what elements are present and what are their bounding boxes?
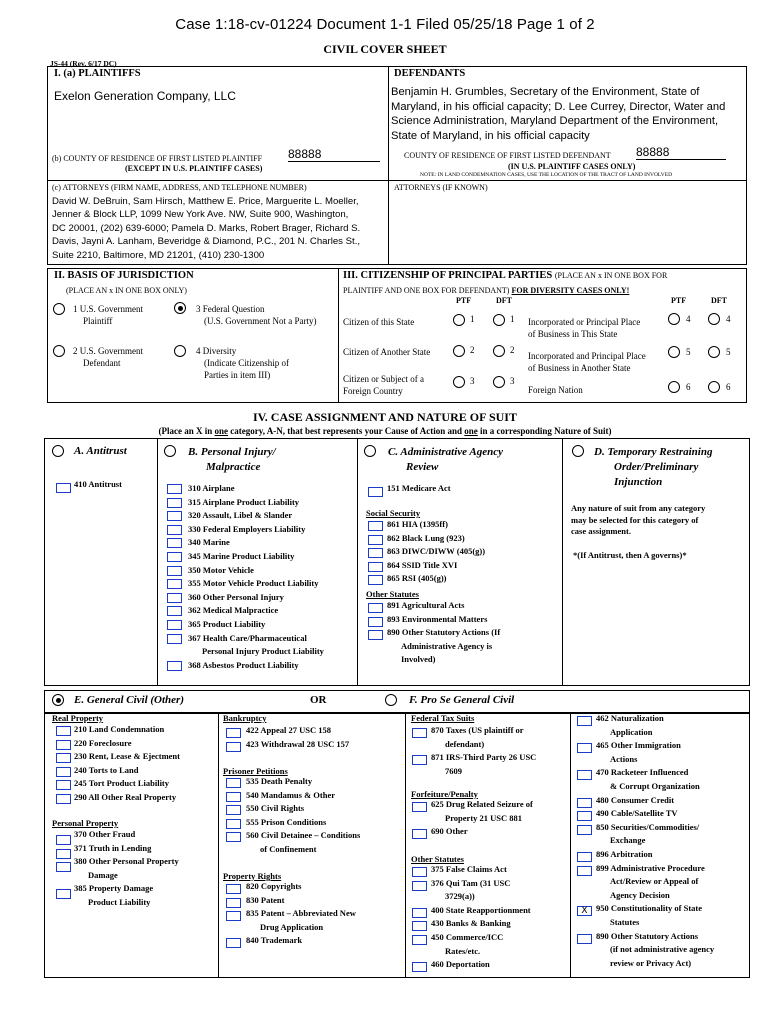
list-item: of Confinement [260, 843, 317, 854]
list-item: 890 Other Statutory Actions (If [387, 627, 501, 638]
checkbox-370[interactable] [56, 835, 71, 845]
list-item: 330 Federal Employers Liability [188, 523, 306, 534]
checkbox-400[interactable] [412, 908, 427, 918]
checkbox-355[interactable] [167, 579, 182, 589]
list-item: & Corrupt Organization [610, 780, 700, 791]
num-dft-2: 2 [510, 345, 515, 355]
list-item: 450 Commerce/ICC [431, 931, 504, 942]
foreign-nation: Foreign Nation [528, 385, 583, 395]
checkbox-310[interactable] [167, 484, 182, 494]
radio-us-gov-plaintiff[interactable] [53, 303, 65, 315]
checkbox-230[interactable] [56, 753, 71, 763]
list-item: 422 Appeal 27 USC 158 [246, 725, 332, 735]
checkbox-893[interactable] [368, 617, 383, 627]
ptf-header: PTF [456, 296, 472, 305]
list-item: 245 Tort Product Liability [74, 778, 170, 789]
category-c-label: C. Administrative Agency Review [388, 446, 503, 473]
checkbox-871[interactable] [412, 755, 427, 765]
checkbox-450[interactable] [412, 935, 427, 945]
ptf-header-2: PTF [671, 296, 687, 305]
jurisdiction-title: II. BASIS OF JURISDICTION [54, 270, 194, 281]
social-security-heading: Social Security [366, 508, 421, 518]
checkbox-870[interactable] [412, 728, 427, 738]
other-statutes-heading-c: Other Statutes [366, 589, 419, 599]
citizen-this-state: Citizen of this State [343, 317, 415, 327]
checkbox-362[interactable] [167, 606, 182, 616]
category-d-label: D. Temporary Restraining Order/Preliminary Injunction [594, 446, 713, 488]
list-item: 355 Motor Vehicle Product Liability [188, 578, 319, 589]
list-item: 290 All Other Real Property [74, 791, 177, 802]
ft-items [431, 724, 536, 778]
case-assignment-sub: (Place an X in one category, A-N, that best represents your Cause of Action and one in a corresponding Nature of Suit) [158, 426, 612, 436]
citizenship-title: III. CITIZENSHIP OF PRINCIPAL PARTIES (PLACE AN x IN ONE BOX FOR [343, 270, 668, 281]
list-item: 400 State Reapportionment [431, 904, 531, 915]
list-item: Actions [610, 753, 638, 764]
checkbox-863[interactable] [368, 548, 383, 558]
list-item: 220 Foreclosure [74, 737, 132, 748]
radio-us-gov-defendant[interactable] [53, 345, 65, 357]
checkbox-320[interactable] [167, 511, 182, 521]
def-attorneys-label: ATTORNEYS (IF KNOWN) [394, 183, 488, 192]
num-ptf-4: 4 [686, 314, 691, 324]
list-item: 540 Mandamus & Other [246, 789, 336, 800]
item-410: 410 Antitrust [74, 479, 122, 489]
list-item: 863 DIWC/DIWW (405(g)) [387, 546, 486, 557]
checkbox-220[interactable] [56, 740, 71, 750]
checkbox-625[interactable] [412, 802, 427, 812]
checkbox-375[interactable] [412, 867, 427, 877]
list-item: 560 Civil Detainee – Conditions [246, 830, 361, 841]
num-ptf-6: 6 [686, 382, 691, 392]
checkbox-899[interactable] [577, 866, 592, 876]
num-ptf-5: 5 [686, 347, 691, 357]
list-item: 550 Civil Rights [246, 803, 305, 814]
checkbox-345[interactable] [167, 552, 182, 562]
list-item: 690 Other [431, 826, 468, 837]
prop-items [246, 880, 356, 948]
checkbox-490[interactable] [577, 811, 592, 821]
checkbox-380[interactable] [56, 862, 71, 872]
opt-us-gov-defendant: 2 U.S. Government Defendant [73, 346, 143, 368]
checkbox-550[interactable] [226, 805, 241, 815]
re-items [74, 723, 180, 805]
citizen-foreign: Citizen or Subject of a Foreign Country [343, 374, 424, 396]
checkbox-470[interactable] [577, 770, 592, 780]
list-item: 865 RSI (405(g)) [387, 573, 447, 584]
list-item: 830 Patent [246, 894, 285, 905]
list-item: 862 Black Lung (923) [387, 532, 465, 543]
radio-category-c[interactable] [364, 445, 376, 457]
form-id: JS-44 (Rev. 6/17 DC) [50, 59, 117, 68]
checkbox-535[interactable] [226, 778, 241, 788]
defendant-county-label: COUNTY OF RESIDENCE OF FIRST LISTED DEFENDANT [404, 151, 611, 160]
list-item: 3729(a)) [445, 891, 475, 902]
case-header: Case 1:18-cv-01224 Document 1-1 Filed 05/25/18 Page 1 of 2 [175, 16, 595, 33]
checkbox-462[interactable] [577, 716, 592, 726]
list-item: Involved) [401, 654, 436, 665]
checkbox-423[interactable] [226, 742, 241, 752]
ost-items [431, 863, 531, 972]
other-statutes-heading-f: Other Statutes [411, 854, 464, 864]
checkbox-690[interactable] [412, 829, 427, 839]
checkbox-896[interactable] [577, 852, 592, 862]
land-note: NOTE: IN LAND CONDEMNATION CASES, USE THE LOCATION OF THE TRACT OF LAND INVOLVED [420, 172, 673, 178]
plaintiff-county-value: 88888 [288, 147, 380, 162]
property-rights-heading: Property Rights [223, 871, 282, 881]
checkbox-890[interactable] [368, 630, 383, 640]
personal-property-heading: Personal Property [52, 818, 119, 828]
list-item: Product Liability [88, 896, 151, 907]
list-item: 350 Motor Vehicle [188, 564, 254, 575]
checkbox-840[interactable] [226, 938, 241, 948]
list-item: 850 Securities/Commodities/ [596, 821, 700, 832]
c-ss-items [387, 518, 485, 586]
checkbox-865[interactable] [368, 575, 383, 585]
plaintiff-county-label: (b) COUNTY OF RESIDENCE OF FIRST LISTED PLAINTIFF [52, 154, 263, 163]
checkbox-151[interactable] [368, 487, 383, 497]
list-item: 896 Arbitration [596, 848, 653, 859]
radio-ptf-2[interactable] [453, 345, 465, 357]
checkbox-891[interactable] [368, 603, 383, 613]
list-item: 460 Deportation [431, 959, 490, 970]
list-item: 365 Product Liability [188, 618, 266, 629]
jurisdiction-sub: (PLACE AN x IN ONE BOX ONLY) [66, 286, 187, 295]
num-dft-6: 6 [726, 382, 731, 392]
category-d-note: Any nature of suit from any category may be selected for this category of case assignment. *(If Antitrust, then A governs)* [571, 503, 706, 560]
list-item: 371 Truth in Lending [74, 842, 152, 853]
list-item: 820 Copyrights [246, 881, 302, 891]
list-item: 870 Taxes (US plaintiff or [431, 725, 524, 735]
list-item: 376 Qui Tam (31 USC [431, 877, 511, 888]
radio-federal-question[interactable] [174, 302, 186, 314]
radio-category-d[interactable] [572, 445, 584, 457]
radio-ptf-5[interactable] [668, 346, 680, 358]
pp-items [74, 828, 179, 910]
checkbox-864[interactable] [368, 562, 383, 572]
checkbox-290[interactable] [56, 794, 71, 804]
checkbox-350[interactable] [167, 566, 182, 576]
incorporated-this-state: Incorporated or Principal Place of Business in This State [528, 317, 641, 339]
case-assignment-title: IV. CASE ASSIGNMENT AND NATURE OF SUIT [253, 410, 517, 424]
bk-items [246, 724, 349, 751]
category-b-label: B. Personal Injury/ Malpractice [188, 446, 276, 473]
list-item: 625 Drug Related Seizure of [431, 799, 533, 809]
list-item: 362 Medical Malpractice [188, 605, 279, 616]
list-item: Personal Injury Product Liability [202, 646, 324, 657]
attorneys-block: David W. DeBruin, Sam Hirsch, Matthew E. Price, Marguerite L. Moeller, Jenner & Block LLP, 1099 New York Ave. NW, Suite 900, Washington, DC 20001, (202) 639-6000; Pamela D. Marks, Robert Brager, Richard S. Davis, Jayni A. Lanham, Beveridge & Diamond, P.C., 201 N. Charles St., Suite 2210, Baltimore, MD 21201, (410) 230-1300 [52, 196, 361, 261]
list-item: 423 Withdrawal 28 USC 157 [246, 738, 350, 749]
checkbox-861[interactable] [368, 521, 383, 531]
list-item: 890 Other Statutory Actions [596, 930, 699, 941]
num-ptf-1: 1 [470, 314, 475, 324]
list-item: 240 Torts to Land [74, 764, 139, 775]
num-ptf-3: 3 [470, 376, 475, 386]
list-item: 465 Other Immigration [596, 740, 681, 751]
list-item: Rates/etc. [445, 945, 481, 956]
real-property-heading: Real Property [52, 713, 104, 723]
radio-dft-4[interactable] [708, 313, 720, 325]
list-item: 315 Airplane Product Liability [188, 496, 300, 507]
list-item: Act/Review or Appeal of [610, 876, 699, 887]
checkbox-422[interactable] [226, 728, 241, 738]
incorporated-another-state: Incorporated and Principal Place of Business in Another State [528, 351, 646, 373]
list-item: 385 Property Damage [74, 883, 154, 894]
citizenship-sub: PLAINTIFF AND ONE BOX FOR DEFENDANT) FOR DIVERSITY CASES ONLY! [343, 286, 630, 295]
checkbox-560[interactable] [226, 832, 241, 842]
checkbox-330[interactable] [167, 525, 182, 535]
plaintiff-county-note: (EXCEPT IN U.S. PLAINTIFF CASES) [125, 164, 263, 173]
defendant-name: Benjamin H. Grumbles, Secretary of the Environment, State of Maryland, in his official capacity; D. Lee Currey, Director, Water and Science Administration, Maryland Department of the Environment, State of Maryland, in his official capacity [391, 86, 726, 142]
list-item: (if not administrative agency [610, 944, 715, 955]
list-item: Property 21 USC 881 [445, 812, 523, 823]
list-item: 430 Banks & Banking [431, 918, 511, 929]
list-item: Damage [88, 869, 118, 880]
checkbox-830[interactable] [226, 898, 241, 908]
ff-items [431, 798, 533, 839]
defendants-label: DEFENDANTS [394, 68, 466, 79]
list-item: Statutes [610, 916, 640, 927]
list-item: defendant) [445, 738, 485, 749]
num-dft-3: 3 [510, 376, 515, 386]
bankruptcy-heading: Bankruptcy [223, 713, 267, 723]
checkbox-376[interactable] [412, 881, 427, 891]
radio-dft-5[interactable] [708, 346, 720, 358]
checkbox-465[interactable] [577, 743, 592, 753]
opt-us-gov-plaintiff: 1 U.S. Government Plaintiff [73, 304, 143, 326]
checkbox-245[interactable] [56, 780, 71, 790]
dft-header: DFT [496, 296, 512, 305]
radio-diversity[interactable] [174, 345, 186, 357]
category-e-label: E. General Civil (Other) [74, 694, 184, 706]
checkbox-950[interactable]: X [577, 906, 592, 916]
opt-diversity: 4 Diversity (Indicate Citizenship of Parties in item III) [196, 346, 289, 380]
defendant-county-value: 88888 [636, 145, 726, 160]
list-item: 345 Marine Product Liability [188, 550, 295, 561]
list-item: 950 Constitutionality of State [596, 903, 703, 914]
radio-dft-6[interactable] [708, 381, 720, 393]
citizen-another-state: Citizen of Another State [343, 347, 431, 357]
list-item: 360 Other Personal Injury [188, 591, 284, 602]
list-item: 340 Marine [188, 537, 230, 548]
checkbox-820[interactable] [226, 884, 241, 894]
list-item: 871 IRS-Third Party 26 USC [431, 752, 537, 763]
list-item: 210 Land Condemnation [74, 724, 165, 734]
num-dft-5: 5 [726, 347, 731, 357]
checkbox-315[interactable] [167, 498, 182, 508]
g-items [596, 712, 714, 970]
radio-ptf-3[interactable] [453, 376, 465, 388]
radio-dft-3[interactable] [493, 376, 505, 388]
checkbox-385[interactable] [56, 889, 71, 899]
b-items [188, 482, 324, 672]
or-label: OR [310, 694, 327, 706]
list-item: 899 Administrative Procedure [596, 862, 705, 873]
checkbox-540[interactable] [226, 792, 241, 802]
checkbox-368[interactable] [167, 661, 182, 671]
defendant-county-note: (IN U.S. PLAINTIFF CASES ONLY) [508, 162, 636, 171]
radio-ptf-6[interactable] [668, 381, 680, 393]
checkbox-430[interactable] [412, 921, 427, 931]
list-item: Application [610, 726, 653, 737]
form-title: CIVIL COVER SHEET [323, 42, 447, 56]
list-item: 891 Agricultural Acts [387, 600, 465, 610]
list-item: Administrative Agency is [401, 640, 493, 651]
list-item: 864 SSID Title XVI [387, 559, 458, 570]
opt-federal-question: 3 Federal Question (U.S. Government Not a Party) [196, 304, 317, 326]
list-item: 368 Asbestos Product Liability [188, 659, 299, 670]
list-item: 480 Consumer Credit [596, 794, 675, 805]
plaintiff-name: Exelon Generation Company, LLC [54, 89, 236, 103]
checkbox-340[interactable] [167, 538, 182, 548]
list-item: 320 Assault, Libel & Slander [188, 510, 293, 521]
checkbox-360[interactable] [167, 593, 182, 603]
list-item: review or Privacy Act) [610, 957, 692, 968]
list-item: 555 Prison Conditions [246, 816, 327, 827]
c-os-items [387, 599, 500, 667]
checkbox-410[interactable] [56, 483, 71, 493]
federal-tax-heading: Federal Tax Suits [411, 713, 475, 723]
forfeiture-heading: Forfeiture/Penalty [411, 789, 478, 799]
checkbox-367[interactable] [167, 634, 182, 644]
list-item: 230 Rent, Lease & Ejectment [74, 751, 180, 762]
radio-category-e[interactable] [52, 694, 64, 706]
dft-header-2: DFT [711, 296, 727, 305]
num-dft-4: 4 [726, 314, 731, 324]
radio-dft-1[interactable] [493, 314, 505, 326]
checkbox-365[interactable] [167, 620, 182, 630]
checkbox-460[interactable] [412, 962, 427, 972]
checkbox-371[interactable] [56, 849, 71, 859]
list-item: 835 Patent – Abbreviated New [246, 908, 356, 919]
num-ptf-2: 2 [470, 345, 475, 355]
list-item: 310 Airplane [188, 483, 235, 493]
category-f-label: F. Pro Se General Civil [409, 694, 515, 706]
list-item: Drug Application [260, 921, 324, 932]
checkbox-240[interactable] [56, 767, 71, 777]
checkbox-555[interactable] [226, 819, 241, 829]
radio-category-a[interactable] [52, 445, 64, 457]
radio-ptf-1[interactable] [453, 314, 465, 326]
list-item: 370 Other Fraud [74, 829, 136, 839]
list-item: 367 Health Care/Pharmaceutical [188, 632, 307, 643]
list-item: 375 False Claims Act [431, 864, 507, 874]
list-item: 462 Naturalization [596, 713, 664, 723]
list-item: 380 Other Personal Property [74, 856, 179, 867]
checkbox-890-other[interactable] [577, 934, 592, 944]
radio-category-b[interactable] [164, 445, 176, 457]
list-item: Agency Decision [610, 889, 670, 900]
category-a-label: A. Antitrust [74, 445, 127, 457]
radio-dft-2[interactable] [493, 345, 505, 357]
plaintiffs-label: I. (a) PLAINTIFFS [54, 68, 141, 79]
checkbox-210[interactable] [56, 726, 71, 736]
list-item: 490 Cable/Satellite TV [596, 808, 678, 819]
pr-items [246, 775, 360, 857]
item-151: 151 Medicare Act [387, 483, 451, 493]
radio-ptf-4[interactable] [668, 313, 680, 325]
checkbox-862[interactable] [368, 535, 383, 545]
list-item: 535 Death Penalty [246, 776, 313, 786]
attorneys-label: (c) ATTORNEYS (FIRM NAME, ADDRESS, AND TELEPHONE NUMBER) [52, 183, 307, 192]
prisoner-petitions-heading: Prisoner Petitions [223, 766, 288, 776]
list-item: 861 HIA (1395ff) [387, 519, 448, 529]
checkbox-835[interactable] [226, 911, 241, 921]
checkbox-850[interactable] [577, 825, 592, 835]
list-item: 840 Trademark [246, 935, 303, 946]
num-dft-1: 1 [510, 314, 515, 324]
list-item: 470 Racketeer Influenced [596, 767, 689, 778]
radio-category-f[interactable] [385, 694, 397, 706]
list-item: 7609 [445, 765, 462, 776]
checkbox-480[interactable] [577, 798, 592, 808]
list-item: Exchange [610, 835, 646, 846]
list-item: 893 Environmental Matters [387, 613, 488, 624]
